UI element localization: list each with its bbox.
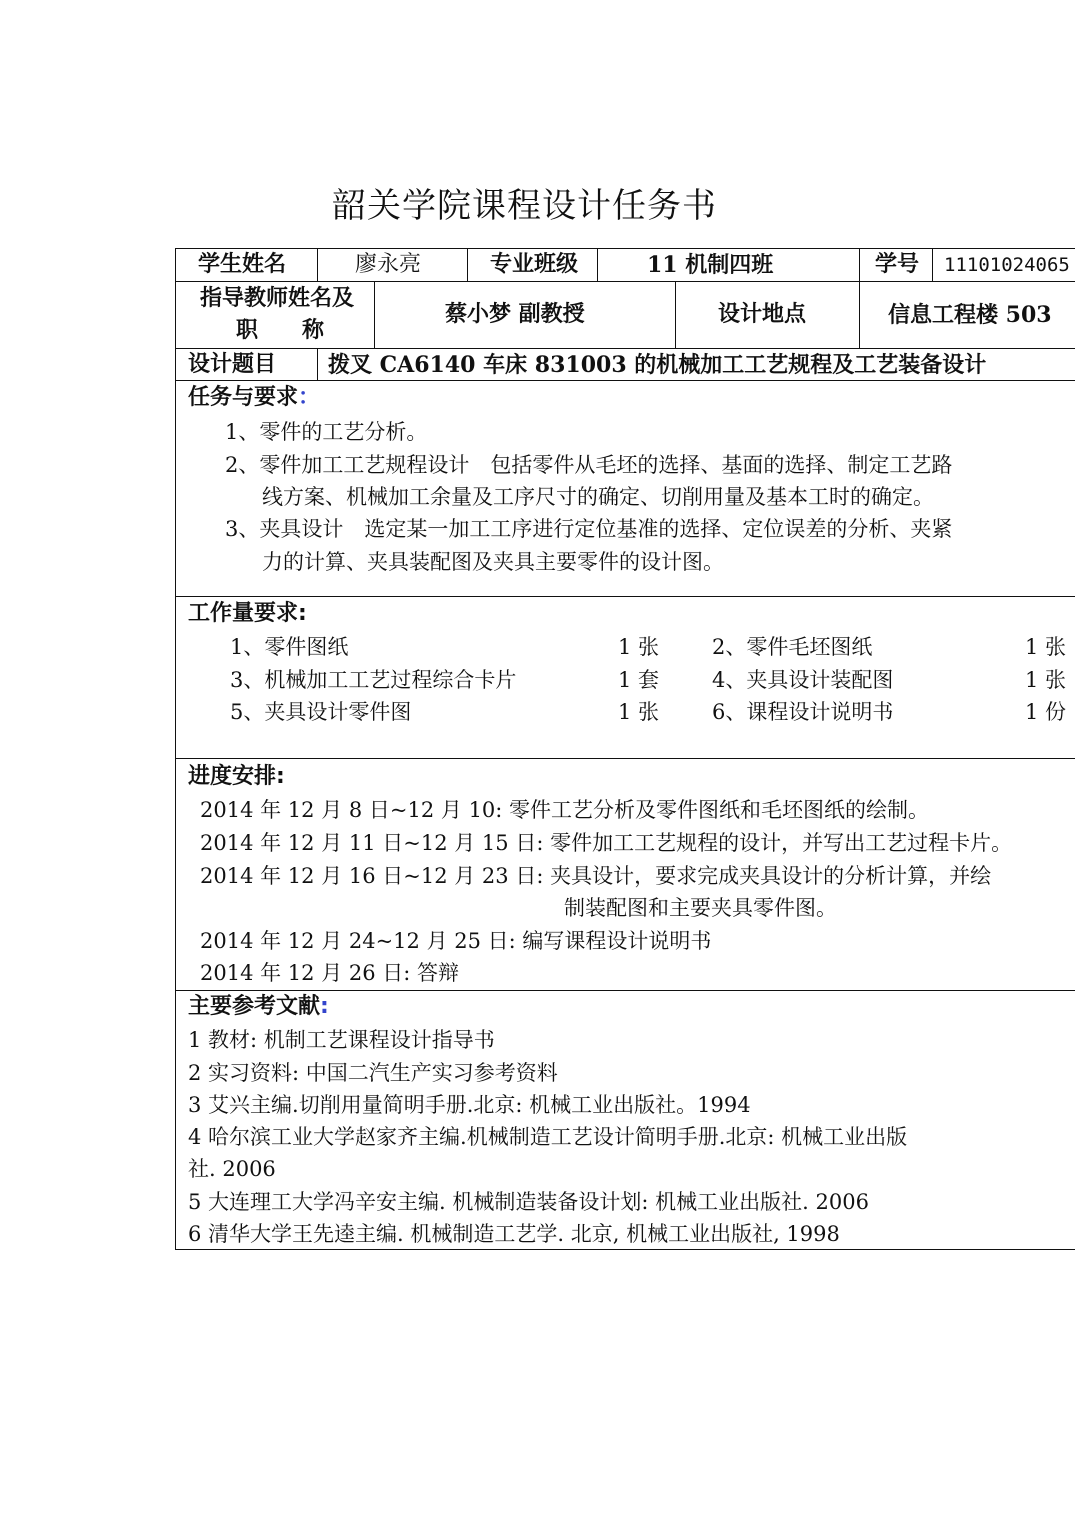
col-divider	[859, 248, 860, 281]
task-line: 力的计算、夹具装配图及夹具主要零件的设计图。	[262, 550, 724, 574]
task-line: 3、夹具设计 选定某一加工工序进行定位基准的选择、定位误差的分析、夹紧	[225, 517, 953, 541]
references-heading-colon: :	[320, 994, 329, 1019]
schedule-line: 2014 年 12 月 8 日~12 月 10: 零件工艺分析及零件图纸和毛坯图纸的绘制。	[200, 798, 930, 822]
reference-line: 5 大连理工大学冯辛安主编. 机械制造装备设计划: 机械工业出版社. 2006	[188, 1190, 869, 1214]
row-divider	[175, 596, 1075, 597]
schedule-line: 2014 年 12 月 24~12 月 25 日: 编写课程设计说明书	[200, 929, 712, 953]
student-name-label: 学生姓名	[198, 252, 287, 277]
schedule-line: 2014 年 12 月 26 日: 答辩	[200, 961, 460, 985]
student-id-label: 学号	[875, 252, 920, 277]
workload-item-name: 2、零件毛坯图纸	[712, 635, 873, 659]
workload-item-qty: 1 张	[618, 700, 660, 724]
teacher-value: 蔡小梦 副教授	[445, 302, 585, 327]
row-divider	[175, 380, 1075, 381]
row-divider	[175, 758, 1075, 759]
reference-line: 6 清华大学王先逵主编. 机械制造工艺学. 北京, 机械工业出版社, 1998	[188, 1222, 840, 1246]
workload-item-qty: 1 张	[1025, 668, 1067, 692]
references-heading	[188, 992, 329, 1022]
col-divider	[374, 281, 375, 348]
workload-item-qty: 1 份	[1025, 700, 1067, 724]
design-place-label: 设计地点	[718, 302, 807, 327]
task-line: 2、零件加工工艺规程设计 包括零件从毛坯的选择、基面的选择、制定工艺路	[225, 453, 953, 477]
tasks-heading	[188, 383, 320, 413]
major-class-label: 专业班级	[490, 252, 579, 277]
schedule-line: 2014 年 12 月 16 日~12 月 23 日: 夹具设计，要求完成夹具设计的分析计算，并绘	[200, 864, 992, 888]
col-divider	[317, 248, 318, 281]
workload-item-name: 5、夹具设计零件图	[230, 700, 412, 724]
reference-line: 2 实习资料: 中国二汽生产实习参考资料	[188, 1061, 558, 1085]
schedule-heading: 进度安排:	[188, 764, 285, 789]
col-divider	[467, 248, 468, 281]
workload-item-name: 6、课程设计说明书	[712, 700, 894, 724]
page-title: 韶关学院课程设计任务书	[332, 186, 717, 226]
workload-heading: 工作量要求:	[188, 601, 307, 626]
workload-item-name: 4、夹具设计装配图	[712, 668, 894, 692]
teacher-label-line1: 指导教师姓名及	[200, 286, 355, 311]
references-heading-text: 主要参考文献	[188, 994, 321, 1019]
tasks-heading-colon: ：	[298, 385, 321, 410]
col-divider	[932, 248, 933, 281]
col-divider	[675, 281, 676, 348]
row-divider	[175, 281, 1075, 282]
task-line: 1、零件的工艺分析。	[225, 420, 428, 444]
schedule-line: 制装配图和主要夹具零件图。	[564, 896, 837, 920]
topic-label: 设计题目	[188, 352, 277, 377]
reference-line: 3 艾兴主编.切削用量简明手册.北京: 机械工业出版社。1994	[188, 1093, 751, 1117]
col-divider	[597, 248, 598, 281]
student-id-value: 11101024065	[944, 254, 1070, 276]
workload-item-name: 3、机械加工工艺过程综合卡片	[230, 668, 517, 692]
reference-line: 1 教材: 机制工艺课程设计指导书	[188, 1028, 495, 1052]
design-place-value: 信息工程楼 503	[888, 302, 1052, 328]
topic-value: 拨叉 CA6140 车床 831003 的机械加工工艺规程及工艺装备设计	[328, 352, 987, 378]
reference-line: 社. 2006	[188, 1157, 276, 1181]
student-name-value: 廖永亮	[355, 252, 422, 277]
row-divider	[175, 990, 1075, 991]
task-line: 线方案、机械加工余量及工序尺寸的确定、切削用量及基本工时的确定。	[262, 485, 934, 509]
workload-item-qty: 1 张	[618, 635, 660, 659]
col-divider	[317, 348, 318, 380]
schedule-line: 2014 年 12 月 11 日~12 月 15 日: 零件加工工艺规程的设计，并写出工艺过程卡片。	[200, 831, 1013, 855]
workload-item-qty: 1 套	[618, 668, 660, 692]
col-divider	[859, 281, 860, 348]
reference-line: 4 哈尔滨工业大学赵家齐主编.机械制造工艺设计简明手册.北京: 机械工业出版	[188, 1125, 908, 1149]
tasks-heading-text: 任务与要求	[188, 385, 299, 410]
workload-item-qty: 1 张	[1025, 635, 1067, 659]
workload-item-name: 1、零件图纸	[230, 635, 349, 659]
major-class-value: 11 机制四班	[647, 252, 774, 278]
row-divider	[175, 348, 1075, 349]
teacher-label-line2: 职 称	[236, 318, 325, 343]
